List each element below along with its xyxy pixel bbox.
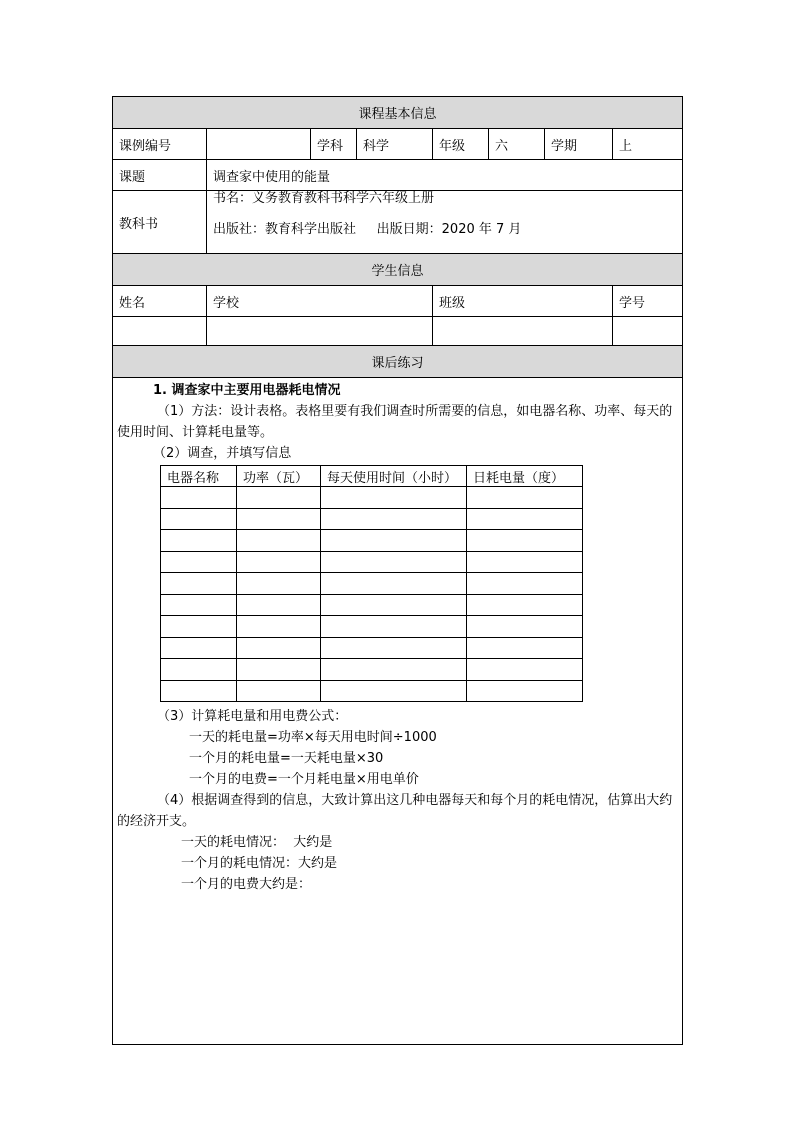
- table-cell[interactable]: [321, 508, 467, 530]
- question-title: 1. 调查家中主要用电器耗电情况: [153, 383, 341, 398]
- step4-text: （4）根据调查得到的信息，大致计算出这几种电器每天和每个月的耗电情况，估算出大约的经济开支。: [117, 793, 673, 829]
- table-cell[interactable]: [467, 659, 583, 681]
- table-cell[interactable]: [321, 487, 467, 509]
- formula-monthly-cost: 一个月的电费=一个月耗电量×用电单价: [189, 772, 419, 787]
- case-no-label: 课例编号: [113, 129, 207, 160]
- table-row: [161, 508, 583, 530]
- table-row: [161, 680, 583, 702]
- step3-text: （3）计算耗电量和用电费公式：: [157, 709, 348, 724]
- table-cell[interactable]: [467, 594, 583, 616]
- table-cell[interactable]: [467, 616, 583, 638]
- name-label: 姓名: [113, 286, 207, 317]
- table-cell[interactable]: [321, 530, 467, 552]
- table-cell[interactable]: [161, 594, 237, 616]
- term-value: 上: [613, 129, 683, 160]
- formula-monthly-consumption: 一个月的耗电量=一天耗电量×30: [189, 751, 384, 766]
- answer-monthly: 一个月的耗电情况：大约是: [181, 856, 338, 871]
- table-cell[interactable]: [161, 573, 237, 595]
- publisher-info: 出版社：教育科学出版社 出版日期：2020 年 7 月: [213, 222, 522, 237]
- worksheet: [112, 96, 682, 1045]
- subject-label: 学科: [311, 129, 357, 160]
- textbook-label: 教科书: [113, 191, 207, 254]
- table-cell[interactable]: [161, 637, 237, 659]
- case-no-value: [207, 129, 311, 160]
- grade-value: 六: [489, 129, 545, 160]
- name-field[interactable]: [113, 317, 207, 346]
- table-cell[interactable]: [237, 616, 321, 638]
- textbook-info: [207, 191, 683, 254]
- table-cell[interactable]: [467, 551, 583, 573]
- col-appliance-name: 电器名称: [161, 466, 237, 487]
- answer-cost: 一个月的电费大约是：: [181, 877, 312, 892]
- table-row: [161, 530, 583, 552]
- table-cell[interactable]: [237, 508, 321, 530]
- table-cell[interactable]: [161, 530, 237, 552]
- table-cell[interactable]: [237, 594, 321, 616]
- step2-text: （2）调查，并填写信息: [153, 446, 292, 461]
- table-row: [161, 551, 583, 573]
- table-cell[interactable]: [467, 487, 583, 509]
- col-daily-consumption: 日耗电量（度）: [467, 466, 583, 487]
- basic-info-header: 课程基本信息: [113, 97, 683, 129]
- table-cell[interactable]: [161, 508, 237, 530]
- table-cell[interactable]: [321, 637, 467, 659]
- table-cell[interactable]: [467, 637, 583, 659]
- school-label: 学校: [207, 286, 433, 317]
- table-row: [161, 616, 583, 638]
- class-field[interactable]: [433, 317, 613, 346]
- exercise-body: [113, 378, 683, 1045]
- table-cell[interactable]: [237, 637, 321, 659]
- table-cell[interactable]: [321, 680, 467, 702]
- course-table: [112, 96, 683, 1045]
- table-cell[interactable]: [237, 659, 321, 681]
- id-label: 学号: [613, 286, 683, 317]
- table-cell[interactable]: [321, 594, 467, 616]
- table-cell[interactable]: [237, 530, 321, 552]
- answer-daily: 一天的耗电情况： 大约是: [181, 835, 333, 850]
- table-cell[interactable]: [467, 508, 583, 530]
- table-cell[interactable]: [237, 680, 321, 702]
- table-row: [161, 659, 583, 681]
- table-cell[interactable]: [321, 551, 467, 573]
- table-cell[interactable]: [321, 573, 467, 595]
- school-field[interactable]: [207, 317, 433, 346]
- col-daily-hours: 每天使用时间（小时）: [321, 466, 467, 487]
- col-power: 功率（瓦）: [237, 466, 321, 487]
- table-cell[interactable]: [467, 573, 583, 595]
- table-cell[interactable]: [161, 680, 237, 702]
- book-name: 书名：义务教育教科书科学六年级上册: [213, 191, 435, 206]
- table-cell[interactable]: [467, 530, 583, 552]
- table-row: [161, 637, 583, 659]
- class-label: 班级: [433, 286, 613, 317]
- formula-daily-consumption: 一天的耗电量=功率×每天用电时间÷1000: [189, 730, 437, 745]
- grade-label: 年级: [433, 129, 489, 160]
- topic-label: 课题: [113, 160, 207, 191]
- student-info-header: 学生信息: [113, 254, 683, 286]
- exercise-header: 课后练习: [113, 346, 683, 378]
- table-cell[interactable]: [161, 487, 237, 509]
- topic-value: 调查家中使用的能量: [207, 160, 683, 191]
- table-cell[interactable]: [237, 551, 321, 573]
- table-cell[interactable]: [161, 659, 237, 681]
- table-row: [161, 594, 583, 616]
- subject-value: 科学: [357, 129, 433, 160]
- table-cell[interactable]: [237, 487, 321, 509]
- method-text: （1）方法：设计表格。表格里要有我们调查时所需要的信息，如电器名称、功率、每天的使用时间、计算耗电量等。: [117, 404, 673, 440]
- id-field[interactable]: [613, 317, 683, 346]
- table-cell[interactable]: [161, 551, 237, 573]
- appliance-table: [160, 465, 583, 702]
- table-cell[interactable]: [321, 616, 467, 638]
- table-row: [161, 573, 583, 595]
- table-cell[interactable]: [321, 659, 467, 681]
- table-row: [161, 487, 583, 509]
- table-cell[interactable]: [237, 573, 321, 595]
- table-cell[interactable]: [467, 680, 583, 702]
- term-label: 学期: [545, 129, 613, 160]
- table-cell[interactable]: [161, 616, 237, 638]
